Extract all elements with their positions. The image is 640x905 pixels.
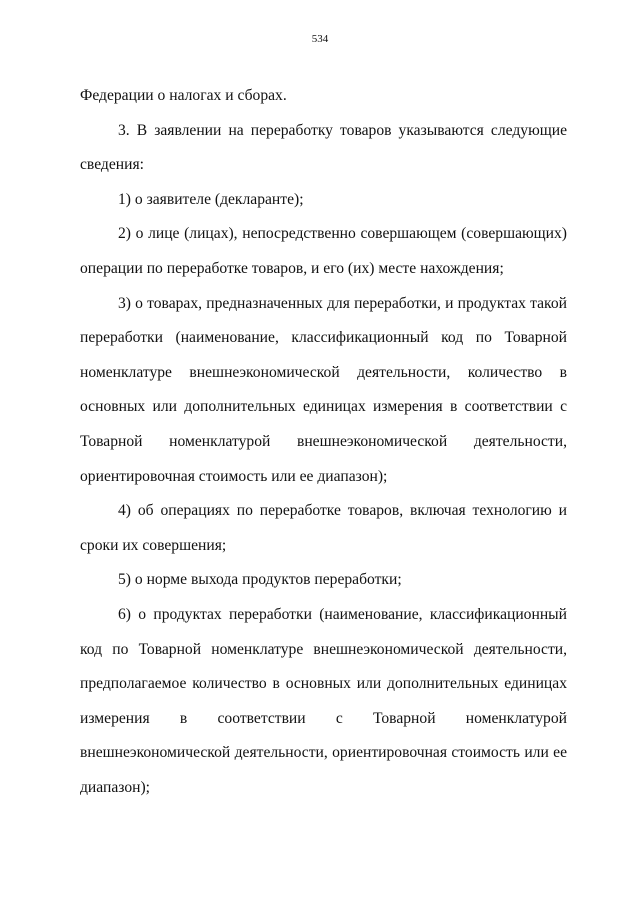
paragraph-continuation: Федерации о налогах и сборах. <box>80 87 287 104</box>
list-item-6: 6) о продуктах переработки (наименование, классификационный код по Товарной номенклатуре внешнеэкономической деятельности, предполагаемое количество в основных или дополнительных единицах измерения в соответствии с Товарной номенклатурой внешнеэкономической деятельности, ориентировочная стоимость или ее диапазон); <box>80 605 567 796</box>
list-item-2: 2) о лице (лицах), непосредственно совершающем (совершающих) операции по переработке товаров, и его (их) месте нахождения; <box>80 225 567 277</box>
list-item-5: 5) о норме выхода продуктов переработки; <box>118 571 402 589</box>
document-body <box>80 79 567 805</box>
list-item-3: 3) о товарах, предназначенных для переработки, и продуктах такой переработки (наименование, классификационный код по Товарной номенклатуре внешнеэкономической деятельности, количество в основных или дополнительных единицах измерения в соответствии с Товарной номенклатурой внешнеэкономической деятельности, ориентировочная стоимость или ее диапазон); <box>80 294 567 485</box>
list-item-1: 1) о заявителе (декларанте); <box>118 190 304 208</box>
page-number: 534 <box>311 33 329 45</box>
list-item-4: 4) об операциях по переработке товаров, включая технологию и сроки их совершения; <box>80 502 567 554</box>
paragraph-item-3: 3. В заявлении на переработку товаров указываются следующие сведения: <box>80 121 567 174</box>
